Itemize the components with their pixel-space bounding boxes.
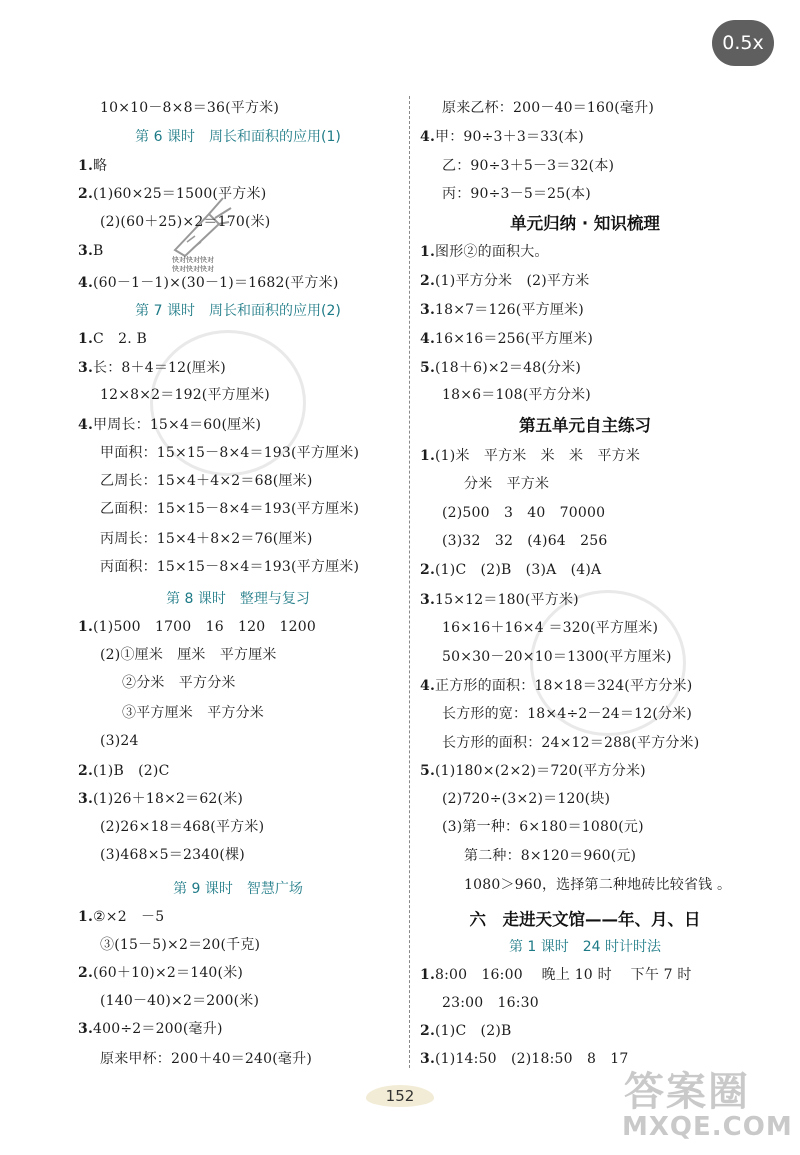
answer-line: [78, 618, 316, 636]
question-number: 2.: [420, 562, 436, 578]
answer-line: [442, 705, 692, 723]
answer-line: [78, 762, 169, 780]
answer-text: (3)32 32 (4)64 256: [442, 533, 608, 549]
answer-text: 图形②的面积大。: [435, 244, 549, 260]
answer-text: 10×10－8×8＝36(平方米): [100, 100, 280, 116]
answer-text: 8:00 16:00 晚上 10 时 下午 7 时: [435, 967, 692, 983]
question-number: 5.: [420, 360, 436, 376]
answer-line: [464, 847, 636, 865]
question-number: 3.: [78, 1021, 94, 1037]
question-number: 3.: [420, 1051, 436, 1067]
question-number: 5.: [420, 763, 436, 779]
answer-line: [442, 504, 605, 522]
answer-text: (18＋6)×2＝48(分米): [435, 360, 582, 376]
answer-line: [420, 591, 579, 609]
answer-text: 400÷2＝200(毫升): [93, 1021, 223, 1037]
answer-text: ②分米 平方分米: [122, 675, 236, 691]
answer-line: [420, 1022, 511, 1040]
answer-text: 第二种：8×120＝960(元): [464, 848, 637, 864]
answer-text: (1)180×(2×2)＝720(平方分米): [435, 763, 646, 779]
answer-line: [420, 966, 692, 984]
answer-line: [420, 272, 589, 290]
answer-text: B: [93, 243, 104, 259]
answer-line: [442, 185, 591, 203]
question-number: 3.: [78, 243, 94, 259]
answer-line: [100, 1050, 312, 1068]
answer-line: [100, 992, 259, 1010]
answer-text: 原来乙杯：200－40＝160(毫升): [442, 100, 654, 116]
answer-text: 18×7＝126(平方厘米): [435, 302, 584, 318]
page-number: 152: [366, 1081, 434, 1111]
answer-line: [100, 936, 260, 954]
answer-line: [420, 301, 584, 319]
answer-line: [78, 790, 243, 808]
answer-line: [100, 558, 359, 576]
lesson-heading: 第 7 课时 周长和面积的应用(2): [135, 303, 341, 319]
answer-line: [442, 99, 654, 117]
question-number: 1.: [420, 967, 436, 983]
answer-text: 16×16＋16×4 ＝320(平方厘米): [442, 620, 659, 636]
answer-line: [78, 1020, 223, 1038]
answer-line: [442, 648, 672, 666]
question-number: 2.: [420, 1023, 436, 1039]
answer-text: (1)C (2)B (3)A (4)A: [435, 562, 602, 578]
answer-line: [78, 242, 104, 260]
answer-line: [420, 677, 692, 695]
answer-line: [100, 818, 264, 836]
answer-line: [442, 386, 591, 404]
answer-text: 丙面积：15×15－8×4＝193(平方厘米): [100, 559, 360, 575]
answer-text: (2)26×18＝468(平方米): [100, 819, 265, 835]
lesson-heading: 第 1 课时 24 时计时法: [508, 939, 662, 955]
answer-text: (1)米 平方米 米 米 平方米: [435, 448, 641, 464]
answer-line: [442, 790, 610, 808]
answer-text: 18×6＝108(平方分米): [442, 387, 591, 403]
question-number: 4.: [78, 417, 94, 433]
answer-text: 长方形的面积：24×12＝288(平方分米): [442, 735, 700, 751]
answer-line: [442, 157, 614, 175]
question-number: 1.: [420, 244, 436, 260]
answer-line: [420, 330, 593, 348]
answer-text: 甲：90÷3＋3＝33(本): [435, 129, 584, 145]
answer-line: [464, 876, 731, 894]
answer-text: 分米 平方米: [464, 476, 550, 492]
answer-text: (1)26＋18×2＝62(米): [93, 791, 244, 807]
answer-line: [100, 386, 270, 404]
answer-line: [100, 444, 359, 462]
answer-text: 乙面积：15×15－8×4＝193(平方厘米): [100, 501, 360, 517]
answer-line: [442, 734, 699, 752]
answer-line: [78, 274, 339, 292]
answer-line: [100, 646, 277, 664]
answer-line: [100, 530, 313, 548]
answer-text: (1)500 1700 16 120 1200: [93, 619, 316, 635]
answer-text: (3)468×5＝2340(棵): [100, 847, 245, 863]
answer-line: [100, 732, 139, 750]
answer-text: (2)①厘米 厘米 平方厘米: [100, 647, 277, 663]
answer-line: [442, 619, 658, 637]
answer-line: [442, 532, 607, 550]
answer-text: ③平方厘米 平方分米: [122, 705, 264, 721]
watermark-logo: 答案圈 MXQE.COM: [622, 1069, 793, 1142]
answer-text: ③(15－5)×2＝20(千克): [100, 937, 261, 953]
answer-line: [420, 447, 640, 465]
answer-line: [122, 704, 264, 722]
answer-text: 50×30－20×10＝1300(平方厘米): [442, 649, 672, 665]
answer-text: (1)平方分米 (2)平方米: [435, 273, 590, 289]
answer-text: 甲周长：15×4＝60(厘米): [93, 417, 262, 433]
answer-text: 丙：90÷3－5＝25(本): [442, 186, 591, 202]
answer-text: (140－40)×2＝200(米): [100, 993, 260, 1009]
answer-text: 长方形的宽：18×4÷2－24＝12(分米): [442, 706, 693, 722]
answer-text: (60－1－1)×(30－1)＝1682(平方米): [93, 275, 339, 291]
answer-line: [442, 818, 644, 836]
answer-text: (1)C (2)B: [435, 1023, 512, 1039]
answer-line: [464, 475, 549, 493]
answer-text: 乙周长：15×4＋4×2＝68(厘米): [100, 473, 313, 489]
answer-line: [420, 762, 646, 780]
question-number: 4.: [420, 129, 436, 145]
question-number: 3.: [420, 592, 436, 608]
lesson-heading: 第 6 课时 周长和面积的应用(1): [135, 129, 341, 145]
question-number: 2.: [78, 186, 94, 202]
answer-text: (1)60×25＝1500(平方米): [93, 186, 267, 202]
answer-line: [100, 500, 359, 518]
answer-text: 原来甲杯：200＋40＝240(毫升): [100, 1051, 312, 1067]
answer-text: C 2. B: [93, 331, 148, 347]
answer-text: (60＋10)×2＝140(米): [93, 965, 244, 981]
answer-line: [420, 359, 581, 377]
answer-line: [420, 1050, 629, 1068]
question-number: 1.: [78, 331, 94, 347]
answer-line: [100, 213, 270, 231]
question-number: 1.: [78, 909, 94, 925]
question-number: 2.: [78, 763, 94, 779]
answer-text: ②×2 －5: [93, 909, 165, 925]
question-number: 4.: [78, 275, 94, 291]
answer-text: 甲面积：15×15－8×4＝193(平方厘米): [100, 445, 360, 461]
unit-heading: 单元归纳 · 知识梳理: [510, 214, 660, 233]
playback-speed-button[interactable]: 0.5x: [712, 20, 774, 66]
answer-text: (2)(60＋25)×2＝170(米): [100, 214, 271, 230]
question-number: 4.: [420, 678, 436, 694]
answer-line: [442, 994, 539, 1012]
unit-heading: 六 走进天文馆——年、月、日: [469, 910, 701, 929]
answer-text: 乙：90÷3＋5－3＝32(本): [442, 158, 615, 174]
answer-line: [78, 908, 164, 926]
answer-text: 丙周长：15×4＋8×2＝76(厘米): [100, 531, 313, 547]
question-number: 3.: [78, 360, 94, 376]
answer-line: [78, 157, 107, 175]
answer-text: 略: [93, 158, 108, 174]
question-number: 3.: [78, 791, 94, 807]
answer-line: [122, 674, 236, 692]
answer-line: [420, 561, 601, 579]
answer-text: 1080＞960，选择第二种地砖比较省钱 。: [464, 877, 732, 893]
answer-text: 正方形的面积：18×18＝324(平方分米): [435, 678, 693, 694]
answer-line: [420, 243, 549, 261]
lesson-heading: 第 8 课时 整理与复习: [166, 591, 310, 607]
column-divider: [409, 96, 410, 1068]
answer-line: [100, 99, 279, 117]
lesson-heading: 第 9 课时 智慧广场: [173, 881, 303, 897]
question-number: 1.: [420, 448, 436, 464]
answer-line: [420, 128, 584, 146]
answer-text: (2)720÷(3×2)＝120(块): [442, 791, 611, 807]
answer-line: [78, 416, 261, 434]
answer-text: 长：8＋4＝12(厘米): [93, 360, 226, 376]
question-number: 4.: [420, 331, 436, 347]
answer-text: (2)500 3 40 70000: [442, 505, 606, 521]
answer-text: (3)第一种：6×180＝1080(元): [442, 819, 644, 835]
answer-line: [78, 964, 243, 982]
answer-line: [100, 472, 313, 490]
unit-heading: 第五单元自主练习: [519, 416, 651, 435]
question-number: 1.: [78, 158, 94, 174]
answer-text: (1)14:50 (2)18:50 8 17: [435, 1051, 629, 1067]
answer-text: (1)B (2)C: [93, 763, 170, 779]
answer-text: 16×16＝256(平方厘米): [435, 331, 594, 347]
answer-line: [78, 330, 147, 348]
answer-text: 23:00 16:30: [442, 995, 539, 1011]
answer-line: [100, 846, 245, 864]
answer-line: [78, 185, 266, 203]
answer-text: 12×8×2＝192(平方厘米): [100, 387, 270, 403]
question-number: 3.: [420, 302, 436, 318]
answer-text: 15×12＝180(平方米): [435, 592, 579, 608]
answer-text: (3)24: [100, 733, 139, 749]
question-number: 2.: [420, 273, 436, 289]
stamp-text: 快对快对快对 快对快对快对: [172, 256, 214, 273]
answer-line: [78, 359, 226, 377]
question-number: 1.: [78, 619, 94, 635]
question-number: 2.: [78, 965, 94, 981]
